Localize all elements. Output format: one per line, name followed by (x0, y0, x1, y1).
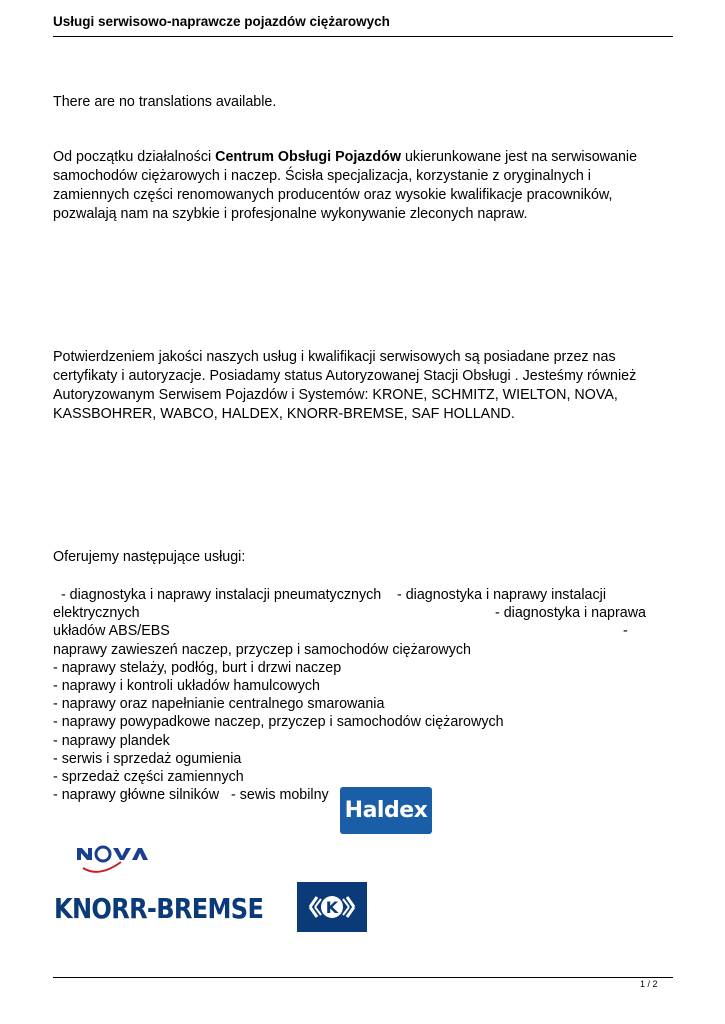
service-line: - diagnostyka i naprawa (495, 605, 646, 622)
translation-notice: There are no translations available. (53, 94, 277, 110)
services-heading: Oferujemy następujące usługi: (53, 549, 246, 565)
service-line: naprawy zawieszeń naczep, przyczep i samochodów ciężarowych (53, 641, 471, 658)
page-title: Usługi serwisowo-naprawcze pojazdów ciężarowych (53, 14, 390, 29)
certification-paragraph: Potwierdzeniem jakości naszych usług i kwalifikacji serwisowych są posiadane przez nas certyfikaty i autoryzacje. Posiadamy status Autoryzowanej Stacji Obsługi . Jesteśmy również Autoryzowanym Serwisem Pojazdów i Systemów: KRONE, SCHMITZ, WIELTON, NOVA, KASSBOHRER, WABCO, HALDEX, KNORR-BREMSE, SAF HOLLAND. (53, 349, 637, 422)
service-line: - naprawy powypadkowe naczep, przyczep i samochodów ciężarowych (53, 714, 504, 731)
list-item (53, 622, 663, 640)
service-line: elektrycznych (53, 605, 140, 622)
service-line: układów ABS/EBS (53, 623, 170, 640)
intro-text-start: Od początku działalności (53, 149, 216, 165)
service-line: - naprawy oraz napełnianie centralnego smarowania (53, 696, 385, 713)
haldex-logo-text: Haldex (344, 798, 428, 823)
service-line: - diagnostyka i naprawy instalacji pneumatycznych (53, 587, 382, 603)
list-item (53, 604, 663, 622)
list-item (53, 750, 663, 768)
list-item (53, 713, 663, 731)
intro-text-end: ukierunkowane jest na serwisowanie samochodów ciężarowych i naczep. Ścisła specjalizacja, korzystanie z oryginalnych i zamiennych części renomowanych producentów oraz wysokie kwalifikacje pracowników, pozwalają nam na szybkie i profesjonalne wykonywanie zleconych napraw. (53, 149, 638, 222)
company-name: Centrum Obsługi Pojazdów (215, 149, 401, 165)
service-line: - naprawy stelaży, podłóg, burt i drzwi naczep (53, 659, 342, 676)
list-item (53, 768, 663, 786)
knorr-k-icon (304, 889, 360, 925)
knorr-k-letter: K (325, 898, 339, 917)
service-line: - diagnostyka i naprawy instalacji (397, 587, 606, 603)
service-line: - naprawy i kontroli układów hamulcowych (53, 677, 320, 694)
page-number: 1 / 2 (640, 979, 658, 989)
service-line: - serwis i sprzedaż ogumienia (53, 750, 242, 767)
haldex-logo (340, 787, 432, 834)
intro-paragraph (53, 148, 663, 224)
service-line: - naprawy plandek (53, 732, 170, 749)
knorr-bremse-logo: KNORR-BREMSE (54, 892, 264, 925)
footer-divider (53, 977, 673, 978)
nova-logo (75, 842, 155, 882)
service-line: - naprawy główne silników - sewis mobilny (53, 787, 329, 804)
services-list (53, 586, 663, 804)
header-divider (53, 36, 673, 37)
list-item (53, 732, 663, 750)
list-item (53, 659, 663, 677)
list-item (53, 586, 663, 604)
list-item (53, 677, 663, 695)
list-item (53, 695, 663, 713)
knorr-bremse-emblem (297, 882, 367, 932)
service-line: - (623, 623, 628, 640)
list-item (53, 641, 663, 659)
service-line: - sprzedaż części zamiennych (53, 768, 244, 785)
